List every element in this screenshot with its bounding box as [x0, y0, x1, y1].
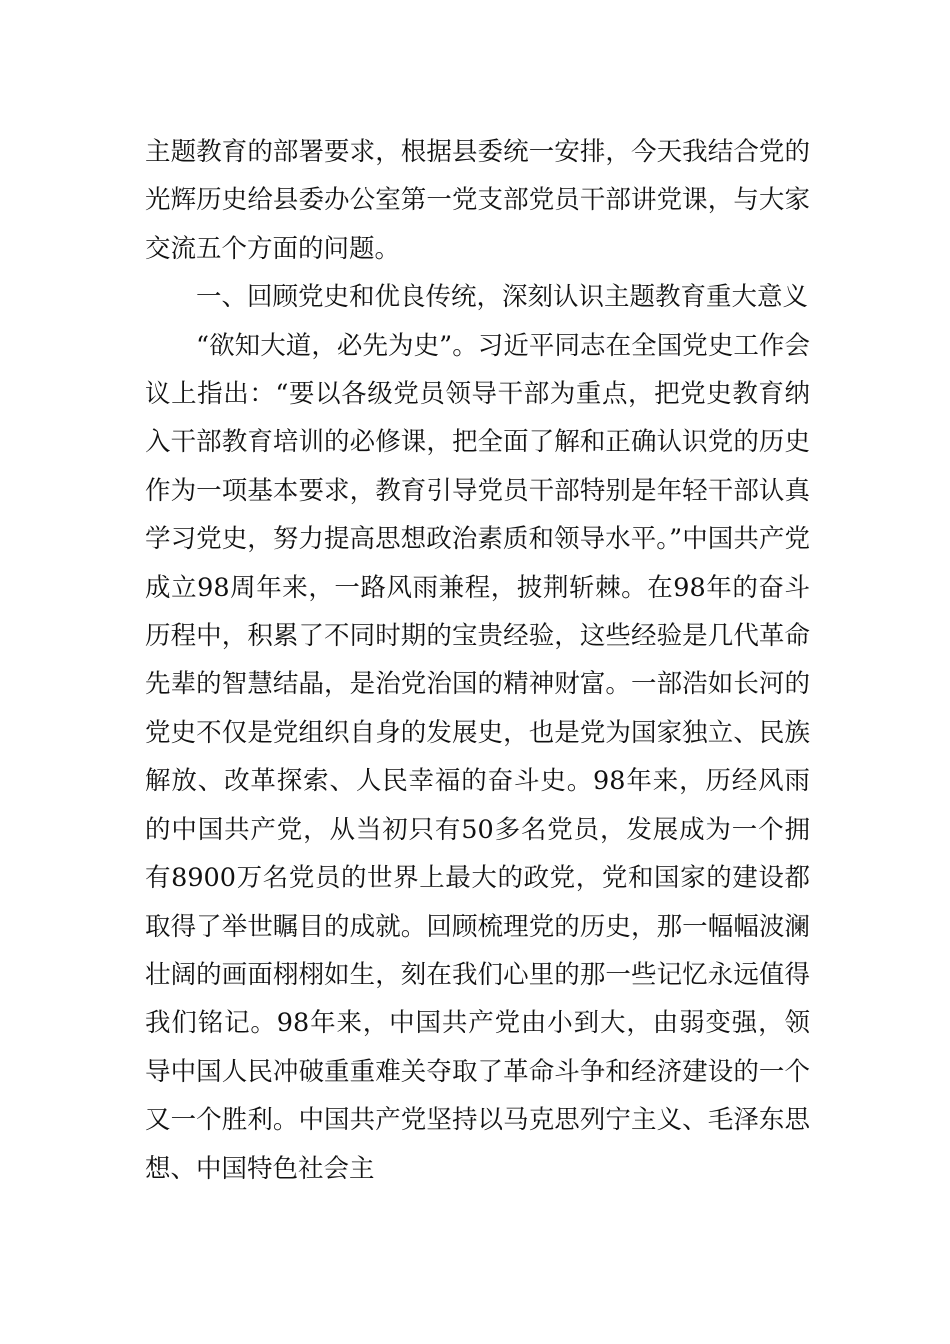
body-paragraph: “欲知大道，必先为史”。习近平同志在全国党史工作会议上指出：“要以各级党员领导干部为重点，把党史教育纳入干部教育培训的必修课，把全面了解和正确认识党的历史作为一项基本要求，教育引导党员干部特别是年轻干部认真学习党史，努力提高思想政治素质和领导水平。”中国共产党成立98周年来，一路风雨兼程，披荆斩棘。在98年的奋斗历程中，积累了不同时期的宝贵经验，这些经验是几代革命先辈的智慧结晶，是治党治国的精神财富。一部浩如长河的党史不仅是党组织自身的发展史，也是党为国家独立、民族解放、改革探索、人民幸福的奋斗史。98年来，历经风雨的中国共产党，从当初只有50多名党员，发展成为一个拥有8900万名党员的世界上最大的政党，党和国家的建设都取得了举世瞩目的成就。回顾梳理党的历史，那一幅幅波澜壮阔的画面栩栩如生，刻在我们心里的那一些记忆永远值得我们铭记。98年来，中国共产党由小到大，由弱变强，领导中国人民冲破重重难关夺取了革命斗争和经济建设的一个又一个胜利。中国共产党坚持以马克思列宁主义、毛泽东思想、中国特色社会主: [145, 330, 810, 1184]
section-heading: 一、回顾党史和优良传统，深刻认识主题教育重大意义: [196, 282, 809, 313]
continuation-paragraph: 主题教育的部署要求，根据县委统一安排，今天我结合党的光辉历史给县委办公室第一党支部党员干部讲党课，与大家交流五个方面的问题。: [145, 137, 810, 264]
document-body: [145, 128, 810, 1193]
